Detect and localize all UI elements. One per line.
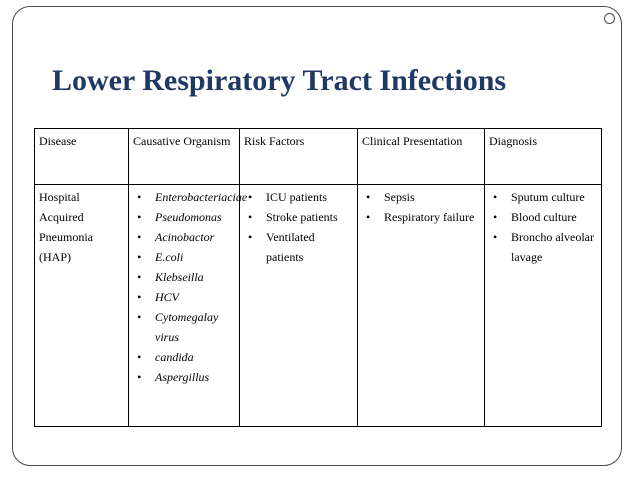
organism-list (133, 187, 248, 387)
bullet-icon: • (137, 270, 142, 284)
risk-factor-item (244, 227, 353, 267)
bullet-icon: • (366, 210, 371, 224)
organism-text: Enterobacteriaciae (155, 190, 248, 204)
diagnosis-item (489, 227, 597, 267)
table-row (35, 185, 602, 427)
bullet-icon: • (137, 230, 142, 244)
organism-item (133, 347, 235, 367)
bullet-icon: • (366, 190, 371, 204)
bullet-icon: • (493, 210, 498, 224)
cell-risk-factors (240, 185, 358, 427)
infection-table (34, 128, 602, 427)
clinical-text: Sepsis (384, 190, 415, 204)
bullet-icon: • (137, 350, 142, 364)
cell-diagnosis (485, 185, 602, 427)
header-risk-factors: Risk Factors (240, 129, 358, 185)
organism-text: Aspergillus (155, 370, 210, 384)
diagnosis-text: Broncho alveolar lavage (511, 230, 594, 264)
bullet-icon: • (248, 230, 253, 244)
organism-item (133, 247, 235, 267)
bullet-icon: • (493, 230, 498, 244)
risk-factor-item (244, 207, 353, 227)
diagnosis-text: Sputum culture (511, 190, 585, 204)
bullet-icon: • (137, 250, 142, 264)
diagnosis-list (489, 187, 597, 267)
cell-disease: Hospital Acquired Pneumonia (HAP) (35, 185, 129, 427)
bullet-icon: • (137, 190, 142, 204)
clinical-item (362, 207, 480, 227)
bullet-icon: • (137, 210, 142, 224)
bullet-icon: • (137, 290, 142, 304)
bullet-icon: • (137, 310, 142, 324)
organism-text: Cytomegalay virus (155, 310, 219, 344)
table-header-row (35, 129, 602, 185)
organism-item (133, 227, 235, 247)
organism-text: HCV (155, 290, 179, 304)
clinical-list (362, 187, 480, 227)
clinical-text: Respiratory failure (384, 210, 475, 224)
risk-factor-text: Ventilated patients (266, 230, 315, 264)
organism-text: Pseudomonas (155, 210, 222, 224)
diagnosis-text: Blood culture (511, 210, 577, 224)
corner-ornament (599, 7, 621, 27)
corner-circle-icon (604, 13, 615, 24)
organism-text: E.coli (155, 250, 184, 264)
organism-item (133, 187, 248, 207)
header-disease: Disease (35, 129, 129, 185)
organism-item (133, 287, 235, 307)
bullet-icon: • (493, 190, 498, 204)
cell-clinical (358, 185, 485, 427)
bullet-icon: • (137, 370, 142, 384)
organism-text: candida (155, 350, 194, 364)
organism-item (133, 367, 235, 387)
diagnosis-item (489, 187, 597, 207)
organism-item (133, 207, 235, 227)
risk-factor-text: Stroke patients (266, 210, 338, 224)
header-causative-organism: Causative Organism (129, 129, 240, 185)
header-clinical-presentation: Clinical Presentation (358, 129, 485, 185)
risk-factor-text: ICU patients (266, 190, 327, 204)
organism-text: Acinobactor (155, 230, 215, 244)
bullet-icon: • (248, 190, 253, 204)
header-diagnosis: Diagnosis (485, 129, 602, 185)
organism-item (133, 267, 235, 287)
risk-factor-item (244, 187, 353, 207)
slide-title: Lower Respiratory Tract Infections (52, 64, 507, 97)
diagnosis-item (489, 207, 597, 227)
clinical-item (362, 187, 480, 207)
organism-text: Klebseilla (155, 270, 204, 284)
risk-factor-list (244, 187, 353, 267)
organism-item (133, 307, 235, 347)
bullet-icon: • (248, 210, 253, 224)
cell-organisms (129, 185, 248, 427)
